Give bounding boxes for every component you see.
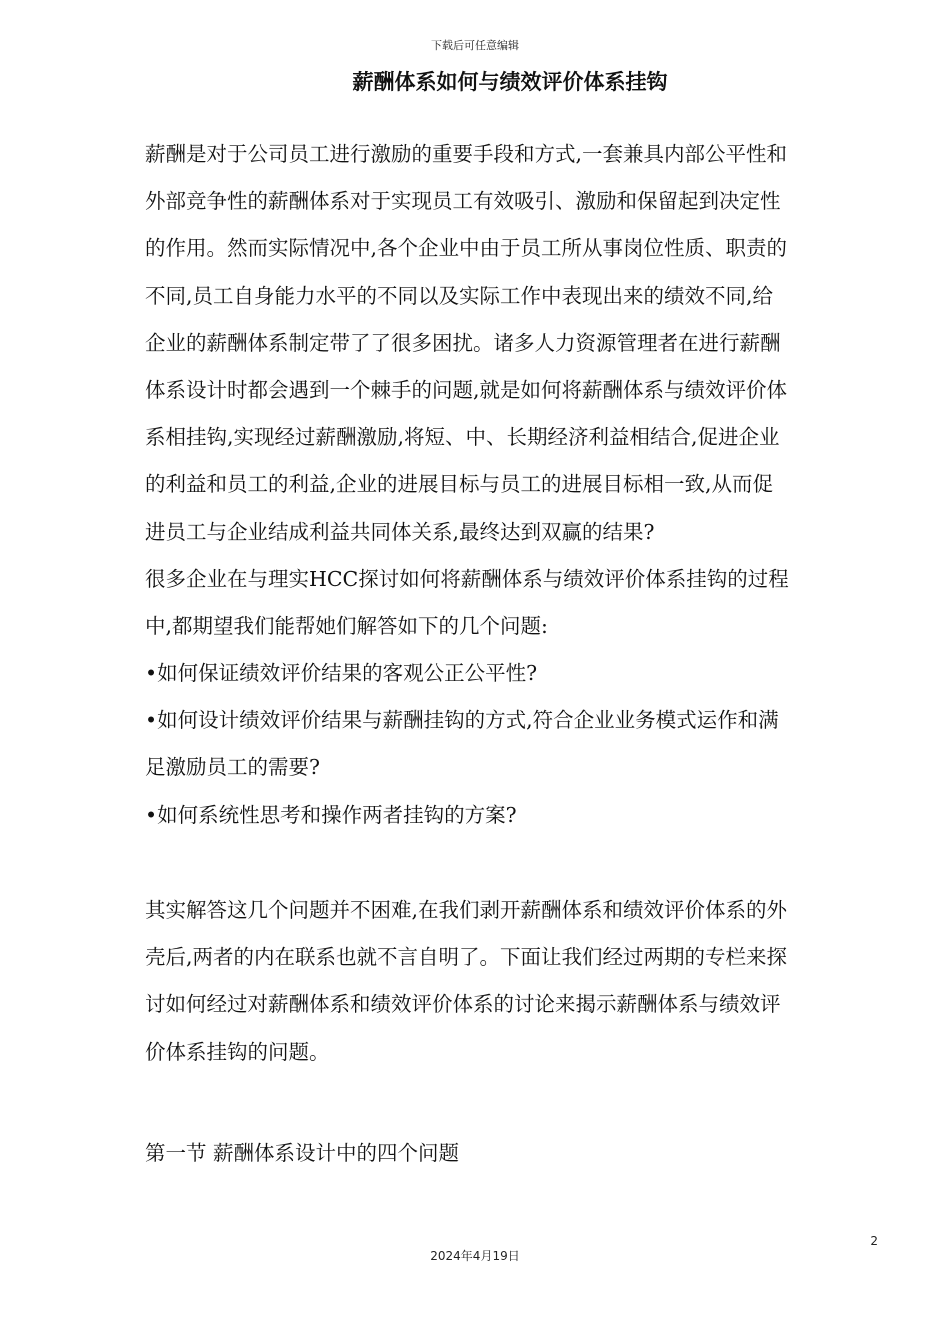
body-line: 很多企业在与理实HCC探讨如何将薪酬体系与绩效评价体系挂钩的过程: [145, 566, 789, 591]
body-line: 价体系挂钩的问题。: [145, 1039, 330, 1064]
page-number: 2: [870, 1234, 878, 1248]
body-line: 中,都期望我们能帮她们解答如下的几个问题:: [145, 613, 548, 638]
body-line: 外部竞争性的薪酬体系对于实现员工有效吸引、激励和保留起到决定性: [145, 189, 781, 214]
bullet-item: •如何保证绩效评价结果的客观公正公平性?: [145, 661, 538, 686]
body-line: 讨如何经过对薪酬体系和绩效评价体系的讨论来揭示薪酬体系与绩效评: [145, 992, 781, 1017]
footer-date: 2024年4月19日: [430, 1249, 520, 1263]
body-line: 壳后,两者的内在联系也就不言自明了。下面让我们经过两期的专栏来探: [145, 945, 788, 970]
body-paragraph-block-1: [145, 131, 875, 839]
body-paragraph-block-2: [145, 887, 875, 1076]
section-heading: [145, 1130, 875, 1177]
body-line: 其实解答这几个问题并不困难,在我们剥开薪酬体系和绩效评价体系的外: [145, 898, 788, 922]
body-line: 不同,员工自身能力水平的不同以及实际工作中表现出来的绩效不同,给: [145, 283, 774, 308]
body-line: 企业的薪酬体系制定带了了很多困扰。诸多人力资源管理者在进行薪酬: [145, 330, 781, 355]
header-note: 下载后可任意编辑: [431, 39, 519, 52]
document-title: 薪酬体系如何与绩效评价体系挂钩: [352, 70, 668, 94]
body-line: 体系设计时都会遇到一个棘手的问题,就是如何将薪酬体系与绩效评价体: [145, 377, 788, 402]
body-line: 的作用。然而实际情况中,各个企业中由于员工所从事岗位性质、职责的: [145, 236, 788, 261]
section-heading-text: 第一节 薪酬体系设计中的四个问题: [145, 1141, 460, 1165]
body-line: 的利益和员工的利益,企业的进展目标与员工的进展目标相一致,从而促: [145, 472, 774, 497]
body-line: 进员工与企业结成利益共同体关系,最终达到双赢的结果?: [145, 519, 655, 544]
bullet-item: •如何系统性思考和操作两者挂钩的方案?: [145, 802, 517, 827]
bullet-item: •如何设计绩效评价结果与薪酬挂钩的方式,符合企业业务模式运作和满: [145, 708, 779, 733]
body-line: 系相挂钩,实现经过薪酬激励,将短、中、长期经济利益相结合,促进企业: [145, 425, 780, 450]
body-line: 薪酬是对于公司员工进行激励的重要手段和方式,一套兼具内部公平性和: [145, 142, 788, 166]
bullet-item-continuation: 足激励员工的需要?: [145, 755, 320, 780]
